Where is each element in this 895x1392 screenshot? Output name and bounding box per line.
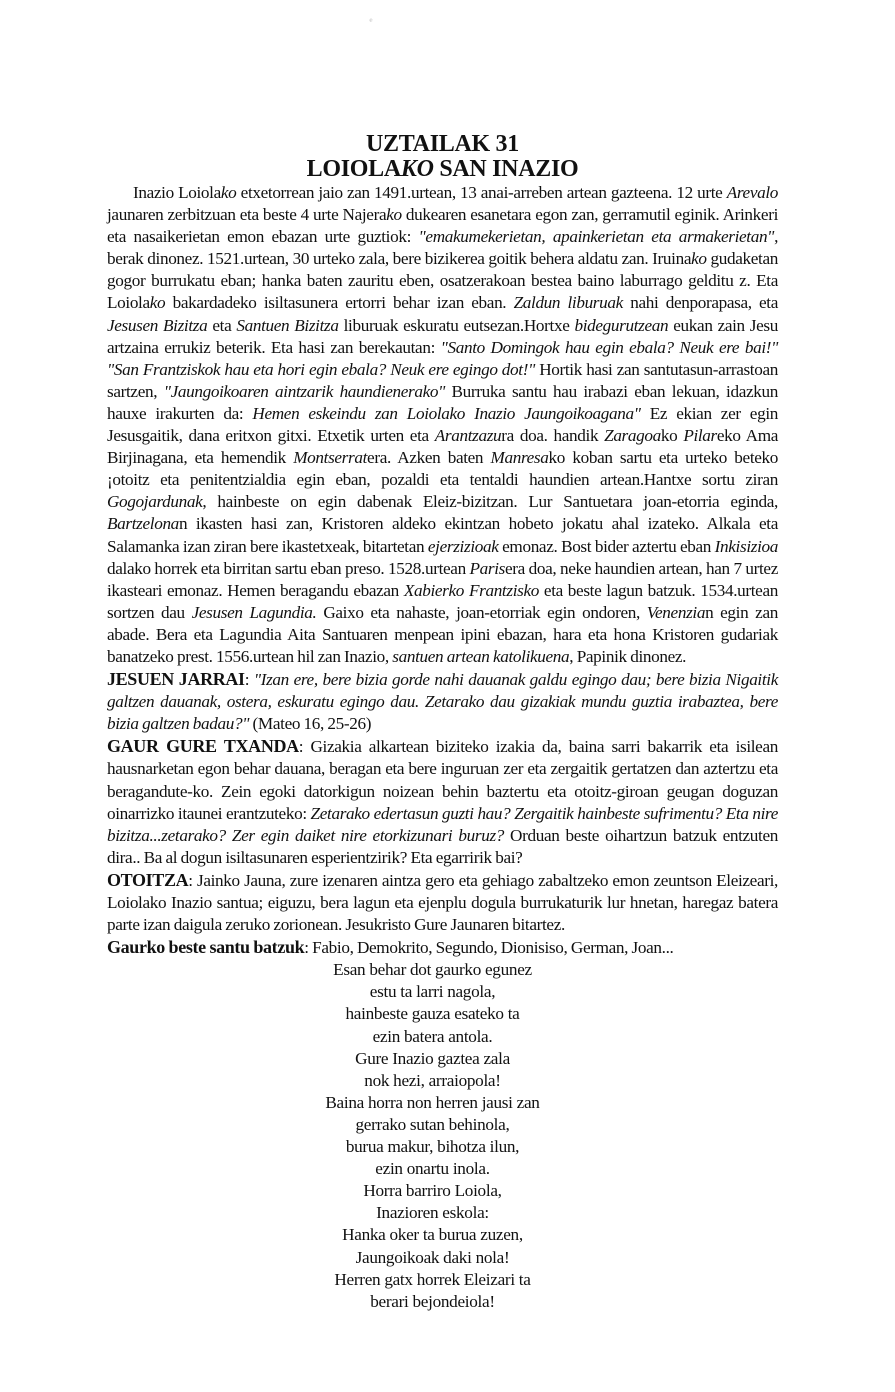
italic-run: Arantzazu [434,426,502,446]
italic-run: Zaragoa [604,426,661,446]
saint-title-italic: KO [400,156,434,182]
poem-line: Inazioren eskola: [376,1203,489,1223]
italic-run: Bartzelona [107,514,179,534]
italic-run: Paris [469,558,505,578]
italic-run: Gogojardunak [107,492,203,512]
italic-run: Santuen Bizitza [236,315,339,335]
jesuen-jarrai-section: JESUEN JARRAI: "Izan ere, bere bizia gorde nahi dauanak galdu egingo dau; bere bizia Nigaitik galtzen dauanak, ostera, eskuratu egingo dau. Zetarako dau gizakiak mundu guztia irabaztea, bere bizia galtzen badau?" (Mateo 16, 25-26) [107,669,778,734]
italic-run: Pilar [683,426,717,446]
text-run: Inazio Loiola [133,183,221,202]
italic-run: ko [149,293,166,313]
text-run: era doa, neke haundien artean, han 7 urtez ikasteari emonaz. Hemen beragandu ebazan [107,558,778,600]
scan-speck [371,14,381,30]
reflection-text-2: Orduan beste oihartzun batzuk entzuten dira.. Ba al dogun isiltasunaren esperientzirik? Eta egarririk bai? [107,825,778,867]
other-saints-section [107,936,778,959]
text-run: nahi denporapasa, eta [622,293,778,313]
poem-line: burua makur, bihotza ilun, [345,1137,520,1157]
otoitza-label: OTOITZA [107,869,189,890]
prayer-text: : Jainko Jauna, zure izenaren aintza gero eta gehiago zabaltzeko emon zeuntson Eleizeari, Loiolako Inazio santua; eiguzu, bera lagun eta ejenplu dogula burrukaturik lur hnetan, haregaz batera parte izan daigula zeruko zorionean. Jesukristo Gure Jaunaren bitartez. [107,870,778,935]
biography-paragraph [107,182,778,668]
poem-line: Jaungoikoak daki nola! [355,1247,510,1267]
text-run: dukearen esanetara egon zan, gerramutil eginik. Arinkeri eta nasaikerietan emon ebazan urte guztiok: [107,205,778,247]
italic-run: Arevalo [726,183,779,202]
poem-line: Gure Inazio gaztea zala [355,1048,510,1068]
text-run: emonaz. Bost bider aztertu eban [498,536,715,556]
otoitza-section [107,869,778,936]
text-run: Gaixo eta nahaste, joan-etorriak egin ondoren, [316,602,647,622]
poem-line: Baina horra non herren jausi zan [325,1092,540,1112]
text-run: , hainbeste on egin dabenak Eleiz-bizitzan. Lur Santuetara joan-etorria eginda, [202,492,778,512]
italic-run: ko [220,183,237,202]
italic-run: Jesusen Lagundia. [191,602,317,622]
text-run: , Papinik dinonez. [569,646,687,666]
other-saints-label: Gaurko beste santu batzuk [107,937,305,958]
text-run: ra doa. handik [501,426,605,446]
reflection-questions: Zetarako edertasun guzti hau? Zergaitik hainbeste sufrimentu? Eta nire bizitza...zetarako? Zer egin daiket nire etorkizunari buruz? [107,803,778,845]
poem-line: Hanka oker ta burua zuzen, [342,1225,523,1245]
italic-run: Jesusen Bizitza [107,315,208,335]
text-run: dalako horrek eta birritan sartu eban preso. 1528.urtean [107,558,470,578]
text-run: ko [660,426,684,446]
gaur-gure-txanda-section [107,735,778,869]
italic-run: Venenzia [646,602,706,622]
saint-title-prefix: LOIOLA [306,156,401,182]
text-run: bakardadeko isiltasunera ertorri behar izan eban. [165,293,514,313]
text-run: n ikasten hasi zan, Kristoren aldeko ekintzan hobeto jokatu ahal izateko. Alkala eta Salamanka izan ziran bere ikastetxeak, bitartetan [107,514,778,556]
italic-run: ko [691,249,707,269]
text-run: , berak dinonez. 1521.urtean, 30 urteko zala, bere bizikerea goitik behera aldatu zan. Iruina [107,227,779,269]
poem-line: Horra barriro Loiola, [363,1181,502,1201]
italic-run: Zaldun liburuak [513,293,623,313]
text-run: Ez ekian zer egin Jesusgaitik, dana eritxon gitxi. Etxetik urten eta [107,403,778,446]
text-run: eta beste lagun batzuk. 1534.urtean sortzen dau [107,580,778,622]
text-run: n egin zan abade. Bera eta Lagundia Aita Santuaren menpean ipini ebazan, hara eta hona Kristoren gudariak banatzeko prest. 1556.urtean hil zan Inazio, [107,602,778,666]
page-date-title: UZTAILAK 31 [366,131,519,157]
poem-line: ezin onartu inola. [375,1159,490,1179]
text-run: etxetorrean jaio zan 1491.urtean, 13 anai-arreben artean gazteena. 12 urte [236,183,727,202]
text-run: Hortik hasi zan santutasun-arrastoan sartzen, [107,359,778,401]
text-run: eko Ama Birjinagana, eta hemendik [107,426,779,468]
text-run: era. Azken baten [367,448,491,468]
text-run: jaunaren zerbitzuan eta beste 4 urte Najera [107,205,387,225]
italic-run: ko [386,205,402,225]
poem-line: hainbeste gauza esateko ta [345,1004,520,1024]
italic-run: santuen artean katolikuena [392,646,570,666]
saint-title-suffix: SAN INAZIO [433,156,579,182]
poem-line: berari bejondeiola! [370,1291,495,1311]
page-saint-title [107,157,778,182]
poem-line: Herren gatx horrek Eleizari ta [334,1269,531,1289]
text-run: eta [207,315,237,335]
poem-line: nok hezi, arraiopola! [364,1070,501,1090]
poem [87,959,778,1313]
gospel-quote: "Izan ere, bere bizia gorde nahi dauanak galdu egingo dau; bere bizia Nigaitik galtzen dauanak, ostera, eskuratu egingo dau. Zetarako dau gizakiak mundu guztia irabaztea, bere bizia galtzen badau?" [107,670,778,734]
text-run: liburuak eskuratu eutsezan.Hortxe [338,315,575,335]
other-saints-list: : Fabio, Demokrito, Segundo, Dionisiso, German, Joan... [304,938,674,958]
text-run: eukan zain Jesu artzaina errukiz beterik. Eta hasi zan berekautan: [107,315,778,357]
gaur-gure-txanda-label: GAUR GURE TXANDA [107,736,299,757]
italic-run: bidegurutzean [574,315,669,335]
poem-line: estu ta larri nagola, [369,982,496,1002]
poem-line: ezin batera antola. [372,1026,493,1046]
jesuen-jarrai-label: JESUEN JARRAI [107,669,245,690]
italic-run: Inkisizioa [714,536,778,556]
gospel-reference: (Mateo 16, 25-26) [249,714,372,734]
italic-run: "Santo Domingok hau egin ebala? Neuk ere bai!" "San Frantziskok hau eta hori egin ebala? Neuk ere egingo dot!" [107,337,778,379]
text-run: Burruka santu hau irabazi eban lekuan, idazkun hauxe irakurten da: [107,381,778,423]
italic-run: ejerzizioak [427,536,499,556]
text-run: ko koban sartu eta urteko beteko ¡otoitz eta penitentzialdia egin eban, pozaldi eta tentaldi haundien artean.Hantxe sortu ziran [107,448,779,490]
italic-run: "emakumekerietan, apainkerietan eta armakerietan" [418,227,775,247]
italic-run: Xabierko Frantzisko [403,580,539,600]
italic-run: "Jaungoikoaren aintzarik haundienerako" [163,381,445,401]
italic-run: Montserrat [293,448,368,468]
poem-line: Esan behar dot gaurko egunez [333,960,532,980]
italic-run: Hemen eskeindu zan Loiolako Inazio Jaungoikoagana" [252,403,641,423]
reflection-text-1: : Gizakia alkartean biziteko izakia da, baina sarri bakarrik eta isilean hausnarketan egon behar dauana, beragan eta bere inguruan zer eta zergaitik gertatzen dan aztertzu eta beragandute-ko. Zein egoki datorkigun noizean behin baztertu eta otoitz-giroan geugan doguzan oinarrizko itaunei erantzuteko: [107,737,778,823]
poem-line: gerrako sutan behinola, [355,1114,510,1134]
document-page [107,132,778,1313]
text-run: gudaketan gogor burrukatu eban; hanka baten zauritu eben, osatzerakoan bestea baino laburrago gelditu z. Eta Loiola [107,249,778,313]
italic-run: Manresa [490,448,549,468]
